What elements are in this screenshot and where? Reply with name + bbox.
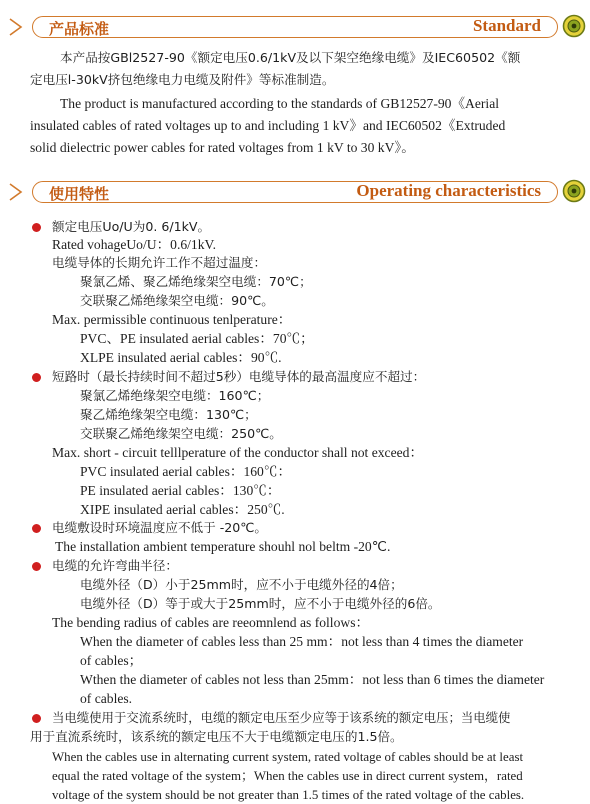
- op-line: Max. permissible continuous tenlperature：: [52, 312, 292, 327]
- op-line: Wthen the diameter of cables not less than 25mm：not less than 6 times the diameter: [80, 672, 545, 687]
- op-line: PE insulated aerial cables：130℃：: [80, 483, 281, 498]
- chevron-right-icon: [6, 181, 26, 203]
- op-line: The bending radius of cables are reeomnlend as follows：: [52, 615, 370, 630]
- op-line: 电缆导体的长期允许工作不超过温度：: [52, 255, 267, 270]
- section-header-standard: [0, 13, 590, 43]
- op-line: 短路时（最长持续时间不超过5秒）电缆导体的最高温度应不超过：: [52, 369, 426, 384]
- op-line: Max. short - circuit telllperature of the conductor shall not exceed：: [52, 445, 424, 460]
- standard-text-en-1: The product is manufactured according to the standards of GB12527-90《Aerial: [60, 96, 500, 111]
- section-title-zh: 使用特性: [49, 185, 110, 203]
- op-line: 聚氯乙烯、聚乙烯绝缘架空电缆：70℃；: [80, 274, 312, 289]
- bullet-icon: [32, 562, 41, 571]
- section-title-zh: 产品标准: [49, 20, 110, 38]
- bullet-icon: [32, 223, 41, 232]
- section-pill: [32, 181, 558, 203]
- op-line: 聚乙烯绝缘架空电缆：130℃；: [80, 407, 257, 422]
- op-line: 当电缆使用于交流系统时，电缆的额定电压至少应等于该系统的额定电压；当电缆使: [52, 710, 511, 725]
- section-pill: [32, 16, 558, 38]
- op-line: When the cables use in alternating current system, rated voltage of cables should be at least: [52, 750, 524, 764]
- op-line: PVC、PE insulated aerial cables：70℃；: [80, 331, 314, 346]
- bullet-icon: [32, 714, 41, 723]
- op-line: equal the rated voltage of the system；When the cables use in direct current system，rated: [52, 769, 523, 783]
- op-line: When the diameter of cables less than 25 mm：not less than 4 times the diameter: [80, 634, 524, 649]
- op-line: XLPE insulated aerial cables：90℃.: [80, 350, 282, 365]
- bullet-icon: [32, 524, 41, 533]
- op-line: Rated vohageUo/U：0.6/1kV.: [52, 237, 216, 252]
- seal-icon: [562, 14, 586, 38]
- op-line: 电缆敷设时环境温度应不低于 -20℃。: [52, 520, 268, 535]
- chevron-right-icon: [6, 16, 26, 38]
- op-line: 额定电压Uo/U为0. 6/1kV。: [52, 219, 211, 234]
- op-line: 聚氯乙烯绝缘架空电缆：160℃；: [80, 388, 270, 403]
- op-line: of cables；: [80, 653, 143, 668]
- standard-text-en-3: solid dielectric power cables for rated voltages from 1 kV to 30 kV》。: [30, 140, 415, 155]
- op-line: 用于直流系统时，该系统的额定电压不大于电缆额定电压的1.5倍。: [30, 729, 403, 744]
- section-title-en: Standard: [472, 16, 541, 35]
- standard-text-zh-2: 定电压l-30kV挤包绝缘电力电缆及附件》等标准制造。: [30, 72, 335, 87]
- op-line: of cables.: [80, 691, 133, 706]
- standard-text-en-2: insulated cables of rated voltages up to and including 1 kV》and IEC60502《Extruded: [30, 118, 506, 133]
- op-line: voltage of the system should be not greater than 1.5 times of the rated voltage of the cables.: [52, 788, 525, 802]
- op-line: 电缆的允许弯曲半径：: [52, 558, 178, 573]
- op-line: PVC insulated aerial cables：160℃：: [80, 464, 292, 479]
- op-line: 电缆外径（D）小于25mm时，应不小于电缆外径的4倍；: [80, 577, 403, 592]
- op-line: 电缆外径（D）等于或大于25mm时，应不小于电缆外径的6倍。: [80, 596, 441, 611]
- seal-icon: [562, 179, 586, 203]
- standard-text-zh-1: 本产品按GBl2527-90《额定电压0.6/1kV及以下架空绝缘电缆》及IEC60502《额: [60, 50, 521, 65]
- op-line: XIPE insulated aerial cables：250℃.: [80, 502, 285, 517]
- bullet-icon: [32, 373, 41, 382]
- section-title-en: Operating characteristics: [356, 181, 541, 200]
- op-line: 交联聚乙烯绝缘架空电缆：250℃。: [80, 426, 282, 441]
- section-header-operating: [0, 178, 590, 208]
- op-line: The installation ambient temperature shouhl nol beltm -20℃.: [55, 539, 391, 554]
- op-line: 交联聚乙烯绝缘架空电缆：90℃。: [80, 293, 274, 308]
